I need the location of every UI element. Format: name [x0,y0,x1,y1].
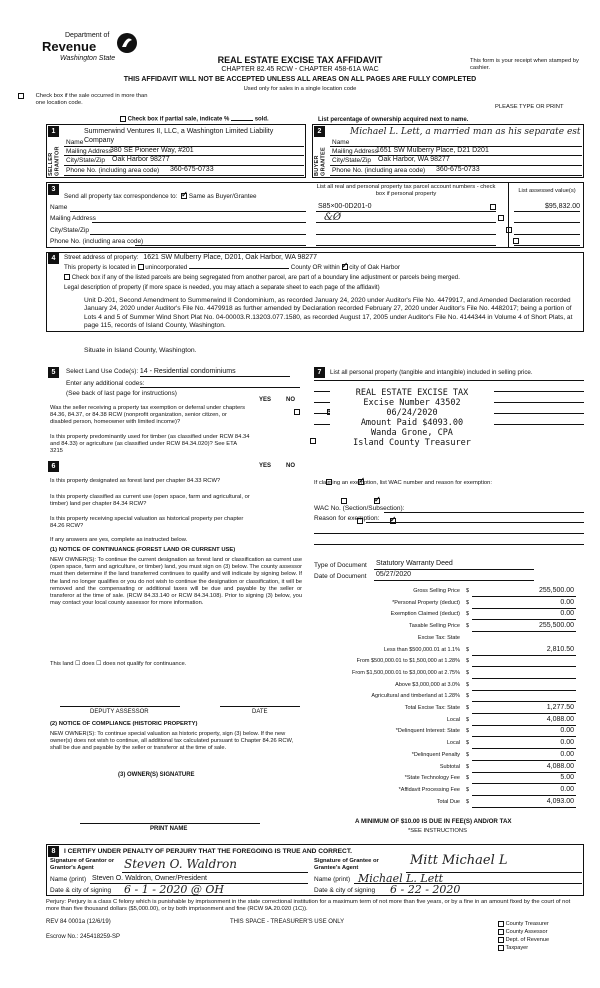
calc-row [314,798,576,809]
stamp-number: Excise Number 43502 [363,398,461,409]
treasurer-only: THIS SPACE - TREASURER'S USE ONLY [230,919,345,925]
multi-location-label: Check box if the sale occurred in more than one location code. [35,93,148,106]
calc-row-dollar: $ [466,588,470,594]
calc-row-dollar: $ [466,681,470,688]
partial-sale-sold: sold. [254,116,269,123]
sig-grantor-value: Steven O. Waldron [124,857,237,871]
s5-yes-header: YES [259,397,272,403]
calc-row-dollar: $ [466,728,470,735]
personal-property-label: List all personal property (tangible and intangible) included in selling price. [330,369,533,376]
parcel-2-personal-checkbox[interactable] [498,215,504,221]
seller-name-value: Summerwind Ventures II, LLC, a Washington Limited Liability Company [84,128,274,145]
section-badge-8: 8 [48,846,59,857]
assessed-1-value: $95,832.00 [544,203,580,210]
calc-row-value: 4,088.00 [546,762,574,770]
seller-mailing-value: 380 SE Pioneer Way, #201 [110,147,194,154]
calc-row-dollar: $ [466,658,470,665]
seller-phone-value: 360-675-0733 [170,166,214,173]
stamp-name: Wanda Grone, CPA [371,428,453,439]
calc-row [314,786,576,797]
logo-dept-top: Department of [65,32,110,39]
calc-row [314,716,576,727]
calc-row-dollar: $ [466,740,470,747]
deputy-date-label: DATE [252,709,268,715]
parcels-header: List all real and personal property tax parcel account numbers - check box if personal property [316,184,496,197]
type-doc-label: Type of Document [314,562,367,569]
calc-row-label: *Delinquent Interest: State [395,728,460,735]
s6-q2-no-checkbox[interactable] [374,498,380,504]
copy-assessor-checkbox[interactable] [498,929,504,935]
calc-row-label: Total Due [436,798,460,805]
notice-2-text: NEW OWNER(S): To continue special valuation as historic property, sign (3) below. If the new owner(s) does not wish to continue, all additional tax calculated pursuant to Chapter 84.26 RCW, shall be due and payable by the seller or transferor at the time of sale. [50,731,294,752]
section-badge-6: 6 [48,461,59,472]
s5-no-header: NO [286,397,295,403]
calc-row-label: Local [446,740,460,747]
land-use-label: Select Land Use Code(s): [66,368,139,375]
copy-dor-label: Dept. of Revenue [505,937,550,944]
calc-row [314,669,576,680]
land-use-row [66,368,290,377]
buyer-mailing-label: Mailing Address [332,148,378,155]
partial-sale-pct-field[interactable] [231,120,253,121]
calc-row-dollar: $ [466,798,470,805]
copy-treasurer-label: County Treasurer [505,921,549,927]
section-badge-4: 4 [48,253,59,264]
seller-name-label: Name [66,139,84,146]
calc-row [314,692,576,703]
send-correspondence-row [64,193,256,201]
calc-row-value: 255,500.00 [538,622,574,630]
date-city-grantee: 6 - 22 - 2020 [390,883,461,896]
calc-row [314,634,576,645]
buyer-name-label: Name [332,139,350,146]
s5-q2-yes-checkbox[interactable] [310,438,316,444]
qualify-line: This land ☐ does ☐ does not qualify for continuance. [50,661,187,667]
name-print-label-grantee: Name (print) [314,876,351,883]
logo-emblem-icon [116,32,138,54]
calc-row-value: 1,277.50 [546,704,574,711]
s6-q1-text: Is this property designated as forest land per chapter 84.33 RCW? [50,478,221,484]
calc-row-label: Local [446,716,460,723]
stamp-office: Island County Treasurer [353,438,471,449]
copy-taxpayer-checkbox[interactable] [498,945,504,951]
partial-sale-row [120,116,269,124]
calc-row-label: Less than $500,000.01 at 1.1% [383,646,460,653]
calc-row-label: Agricultural and timberland at 1.28% [371,693,460,700]
receipt-note: This form is your receipt when stamped by cashier. [470,58,579,71]
parcel-1-value: S85×00-0D201-0 [318,203,372,210]
calc-row-label: From $1,500,000.01 to $3,000,000 at 2.75% [352,669,460,676]
section-badge-1: 1 [48,126,59,137]
copy-assessor-label: County Assessor [505,929,548,936]
sig-grantee-label: Signature of Grantee or Grantee's Agent [314,858,379,871]
street-address-row [64,254,317,262]
calc-row-label: Subtotal [439,763,460,770]
assessed-header: List assessed value(s) [518,188,576,194]
section-badge-3: 3 [48,184,59,195]
calc-row [314,587,576,598]
additional-codes-label: Enter any additional codes: [66,380,145,387]
certify-text: I CERTIFY UNDER PENALTY OF PERJURY THAT THE FOREGOING IS TRUE AND CORRECT. [64,848,352,855]
notice-1-title: (1) NOTICE OF CONTINUANCE (FOREST LAND OR CURRENT USE) [50,547,236,553]
buyer-phone-label: Phone No. (including area code) [332,167,426,174]
if-yes-note: If any answers are yes, complete as instructed below. [50,537,188,543]
calc-row-dollar: $ [466,693,470,700]
calc-row [314,774,576,785]
wac-label: WAC No. (Section/Subsection): [314,505,405,512]
legal-desc-text: Unit D-201, Second Amendment to Summerwind II Condominium, as recorded January 24, 2020 under Auditor's File No. 4479917, and Amended Declaration recorded January 24, 2020 under Auditor's File No. 4479918 as further amended by Declaration recorded February 27, 2020 under Auditor's File No. 4482017; being a portion of Lots 4 and 5 of Summer Wind Short Plat No. 04-00003.R.13203.077.1580, as recorded August 17, 2005 under Auditor's File No. 4144344 in Volume 4 of Short Plats, at page 115, records of Island County, Washington. [84,297,573,330]
name-print-grantee: Michael L. Lett [358,872,444,885]
notice-2-title: (2) NOTICE OF COMPLIANCE (HISTORIC PROPERTY) [50,721,198,727]
parcel-3-personal-checkbox[interactable] [506,227,512,233]
calc-row [314,751,576,762]
calc-row-dollar: $ [466,611,470,618]
seller-city-value: Oak Harbor 98277 [112,156,170,163]
land-use-value: 14 - Residential condominiums [140,368,290,377]
calc-row-dollar: $ [466,669,470,676]
form-subtitle: CHAPTER 82.45 RCW - CHAPTER 458-61A WAC [221,66,379,73]
send-correspondence-label: Send all property tax correspondence to: [64,193,178,200]
located-row [64,264,544,272]
calc-row-dollar: $ [466,623,470,630]
s3-name-label: Name [50,204,68,211]
notice-1-text: NEW OWNER(S): To continue the current designation as forest land or classification as current use (open space, farm and agriculture, or timber) land, you must sign on (3) below. The county assessor must then determine if the land transferred continues to qualify and will indicate by signing below. If the land no longer qualifies or you do not wish to continue the designation or classification, it will be removed and the compensating or additional taxes will be due and payable by the seller or transferor at the time of sale. (RCW 84.33.140 or RCW 84.34.108). Prior to signing (3) below, you may contact your local county assessor for more information. [50,557,302,607]
city-of-checkbox[interactable] [342,264,348,270]
segregated-row [64,274,579,281]
multi-location-checkbox-row [18,93,168,107]
pct-ownership-note: List percentage of ownership acquired next to name. [318,117,469,123]
calc-row-value: 2,810.50 [546,645,574,653]
calc-row-dollar: $ [466,646,470,653]
calc-row-dollar: $ [466,763,470,770]
treasurer-stamp [330,388,494,448]
calc-row-label: *Personal Property (deduct) [392,599,460,606]
logo-state: Washington State [60,55,116,62]
calc-row-label: *State Technology Fee [404,775,460,782]
date-city-grantor: 6 - 1 - 2020 @ OH [124,883,225,896]
sig-grantee-value: Mitt Michael L [410,853,508,868]
same-as-buyer-label: Same as Buyer/Grantee [188,193,257,200]
calc-row-label: Above $3,000,000 at 3.0% [395,681,460,688]
copy-dor-checkbox[interactable] [498,937,504,943]
calc-row-value: 0.00 [560,610,574,618]
unincorporated-checkbox[interactable] [138,264,144,270]
form-used-only: Used only for sales in a single location code [243,86,357,92]
calc-row [314,646,576,657]
parcel-1-personal-checkbox[interactable] [490,204,496,210]
rev-number: REV 84 0001a (12/6/19) [46,919,111,925]
calc-row-label: From $500,000.01 to $1,500,000 at 1.28% [356,658,460,665]
s6-yes-header: YES [259,463,272,469]
buyer-side-label: BUYER GRANTEE [314,147,327,176]
situate-text: Situate in Island County, Washington. [84,347,197,354]
stamp-date: 06/24/2020 [386,408,438,419]
section-badge-5: 5 [48,367,59,378]
multi-location-checkbox[interactable] [18,93,24,99]
s6-q3-text: Is this property receiving special valuation as historical property per chapter 84.26 RCW? [50,516,244,530]
calc-row-dollar: $ [466,775,470,782]
date-city-label-grantee: Date & city of signing [314,887,376,894]
s3-phone-label: Phone No. (including area code) [50,238,144,245]
county-or-within-label: County OR within [290,264,340,271]
see-instructions-note: *SEE INSTRUCTIONS [408,828,467,834]
claiming-exemption-label: If claiming an exemption, list WAC number and reason for exemption: [314,480,492,486]
seller-mailing-label: Mailing Address [66,148,112,155]
buyer-mailing-value: 1651 SW Mulberry Place, D21 D201 [376,147,489,154]
calc-row-value: 0.00 [560,727,574,735]
calc-row-dollar: $ [466,599,470,606]
s5-q2-text: Is this property predominantly used for timber (as classified under RCW 84.34 and 84.33) or agriculture (as classified under RCW 84.34.020)? See ETA 3215 [50,434,250,455]
s5-q1-yes-checkbox[interactable] [294,409,300,415]
calc-row-dollar: $ [466,751,470,758]
calc-row-label: Excise Tax: State [417,634,460,641]
calc-row [314,727,576,738]
calc-row-value: 0.00 [560,750,574,758]
buyer-city-label: City/State/Zip [332,157,372,164]
section-badge-2: 2 [314,126,325,137]
calc-row-dollar: $ [466,786,470,793]
reason-label: Reason for exemption: [314,515,380,522]
calc-row-dollar: $ [466,716,470,723]
located-label: This property is located in [64,264,136,271]
logo-revenue: Revenue [42,39,97,54]
calc-row-label: Exemption Claimed (deduct) [390,611,460,618]
section-badge-7: 7 [314,367,325,378]
parcel-2-value: &Ø [324,212,342,223]
name-print-label-grantor: Name (print) [50,876,87,883]
escrow-number: Escrow No.: 245418259-SP [46,934,121,940]
segregated-label: Check box if any of the listed parcels are being segregated from another parcel, are part of a boundary line adjustment or parcels being merged. [71,274,460,281]
type-doc-value: Statutory Warranty Deed [376,560,453,567]
calc-row-value: 0.00 [560,598,574,606]
buyer-name-value: Michael L. Lett, a married man as his separate est [350,127,581,137]
partial-sale-label: Check box if partial sale, indicate % [127,116,230,123]
please-type: PLEASE TYPE OR PRINT [495,104,564,110]
stamp-amount: Amount Paid $4093.00 [360,418,464,429]
seller-city-label: City/State/Zip [66,157,106,164]
calc-row-value: 0.00 [560,785,574,793]
calc-row-dollar: $ [466,705,470,711]
calc-row-label: Gross Selling Price [413,588,460,594]
s3-mailing-label: Mailing Address [50,215,96,222]
calc-row-label: *Delinquent Penalty [411,751,460,758]
calc-row-label: Total Excise Tax: State [404,705,460,711]
calc-row [314,599,576,610]
buyer-city-value: Oak Harbor, WA 98277 [378,156,450,163]
date-doc-label: Date of Document [314,573,367,580]
calc-row-value: 0.00 [560,739,574,747]
calc-row [314,622,576,633]
s6-q2-yes-checkbox[interactable] [341,498,347,504]
unincorporated-label: unincorporated [145,264,188,271]
seller-phone-label: Phone No. (including area code) [66,167,160,174]
calc-row-value: 255,500.00 [538,587,574,594]
calc-row-value: 4,093.00 [546,797,574,805]
calc-row [314,704,576,715]
form-warning: THIS AFFIDAVIT WILL NOT BE ACCEPTED UNLESS ALL AREAS ON ALL PAGES ARE FULLY COMPLETED [123,76,477,83]
calc-row [314,739,576,750]
stamp-title: REAL ESTATE EXCISE TAX [355,388,469,398]
calc-row [314,610,576,621]
calc-row [314,681,576,692]
perjury-text: Perjury: Perjury is a class C felony which is punishable by imprisonment in the state correctional institution for a maximum term of not more than five years, or by a fine in an amount fixed by the court of not more than five thousand dollars ($5,000.00), or by both imprisonment and fine (RCW 9A.20.020 (1C)). [46,899,571,913]
see-back-label: (See back of last page for instructions) [66,390,177,397]
seller-side-label: SELLER GRANTOR [48,146,61,176]
deputy-assessor-label: DEPUTY ASSESSOR [90,709,149,715]
print-name-label: PRINT NAME [150,826,188,832]
copy-taxpayer-label: Taxpayer [505,945,529,952]
street-address-value: 1621 SW Mulberry Place, D201, Oak Harbor, WA 98277 [143,254,317,261]
calc-row [314,763,576,774]
calc-row [314,657,576,668]
minimum-fee-note: A MINIMUM OF $10.00 IS DUE IN FEE(S) AND/OR TAX [355,818,512,825]
copy-distribution [498,920,549,952]
buyer-phone-value: 360-675-0733 [436,166,480,173]
calc-row-value: 4,088.00 [546,715,574,723]
same-as-buyer-checkbox[interactable] [181,193,187,199]
name-print-grantor: Steven O. Waldron, Owner/President [92,875,207,882]
s3-city-label: City/State/Zip [50,227,90,234]
form-title: REAL ESTATE EXCISE TAX AFFIDAVIT [217,55,383,65]
legal-desc-label: Legal description of property (if more space is needed, you may attach a separate sheet to each page of the affidavit) [64,284,380,291]
s6-q2-text: Is this property classified as current use (open space, farm and agricultural, or timber) land per chapter 84.34 RCW? [50,494,250,508]
partial-sale-checkbox[interactable] [120,116,126,122]
s5-q1-text: Was the seller receiving a property tax exemption or deferral under chapters 84.36, 84.37, or 84.38 RCW (nonprofit organization, senior citizen, or disabled person, homeowner with limited income)? [50,405,246,426]
segregated-checkbox[interactable] [64,274,70,280]
sig-grantor-label: Signature of Grantor or Grantor's Agent [50,858,115,871]
date-city-label-grantor: Date & city of signing [50,887,112,894]
street-address-label: Street address of property: [64,254,139,261]
owner-signature-label: (3) OWNER(S) SIGNATURE [118,772,195,778]
s6-no-header: NO [286,463,295,469]
parcel-4-personal-checkbox[interactable] [513,238,519,244]
calc-row-value: 5.00 [560,774,574,782]
calc-row-label: Taxable Selling Price [408,623,460,630]
calc-row-label: *Affidavit Processing Fee [398,786,460,793]
city-of-label: city of Oak Harbor [349,264,401,271]
date-doc-value: 05/27/2020 [376,571,412,578]
copy-treasurer-checkbox[interactable] [498,921,504,927]
